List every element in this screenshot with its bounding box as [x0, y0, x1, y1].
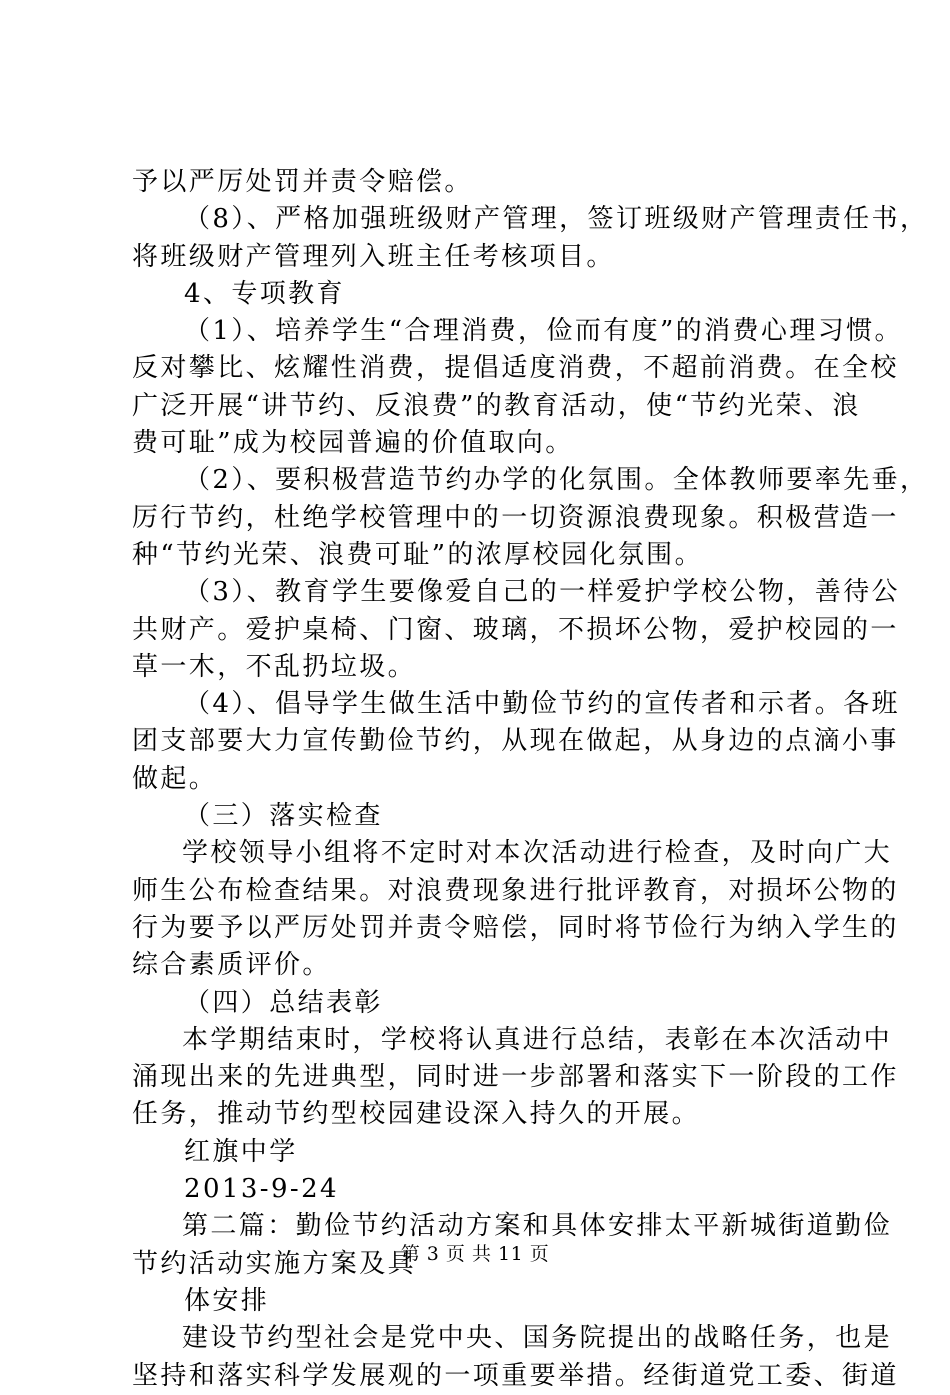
text-line: （8）、严格加强班级财产管理，签订班级财产管理责任书，: [184, 204, 929, 235]
text-line: 草一木，不乱扔垃圾。: [132, 651, 417, 682]
text-line: 共财产。爱护桌椅、门窗、玻璃，不损坏公物，爱护校园的一: [132, 614, 899, 645]
text-line: 建设节约型社会是党中央、国务院提出的战略任务，也是: [182, 1323, 893, 1354]
document-body: [132, 164, 929, 1395]
text-line: 予以严厉处罚并责令赔偿。: [132, 167, 473, 197]
section-heading: （三）落实检查: [184, 801, 383, 832]
text-line: 综合素质评价。: [132, 950, 331, 981]
text-line: （4）、倡导学生做生活中勤俭节约的宣传者和示者。各班: [184, 689, 900, 720]
chapter-title-continued: 体安排: [184, 1285, 270, 1316]
text-line: 行为要予以严厉处罚并责令赔偿，同时将节俭行为纳入学生的: [132, 912, 899, 943]
text-line: 学校领导小组将不定时对本次活动进行检查，及时向广大: [182, 838, 893, 869]
page-number-footer: 第 3 页 共 11 页: [400, 1243, 550, 1265]
text-line: 厉行节约，杜绝学校管理中的一切资源浪费现象。积极营造一: [132, 502, 899, 533]
text-line: 师生公布检查结果。对浪费现象进行批评教育，对损坏公物的: [132, 875, 899, 906]
chapter-title: 第二篇：勤俭节约活动方案和具体安排太平新城街道勤俭: [182, 1211, 893, 1242]
section-heading: 4、专项教育: [184, 278, 345, 309]
text-line: （3）、教育学生要像爱自己的一样爱护学校公物，善待公: [184, 577, 900, 608]
text-line: 涌现出来的先进典型，同时进一步部署和落实下一阶段的工作: [132, 1062, 899, 1093]
text-line: 种“节约光荣、浪费可耻”的浓厚校园化氛围。: [132, 539, 703, 570]
text-line: 任务，推动节约型校园建设深入持久的开展。: [132, 1099, 701, 1130]
text-line: 将班级财产管理列入班主任考核项目。: [132, 241, 615, 272]
section-heading: （四）总结表彰: [184, 987, 383, 1018]
text-line: 反对攀比、炫耀性消费，提倡适度消费，不超前消费。在全校: [132, 353, 899, 384]
text-line: 做起。: [132, 763, 218, 794]
chapter-title-continued: 节约活动实施方案及具: [132, 1248, 417, 1279]
text-line: （1）、培养学生“合理消费，俭而有度”的消费心理习惯。: [184, 316, 903, 347]
text-line: 费可耻”成为校园普遍的价值取向。: [132, 428, 574, 459]
text-line: 广泛开展“讲节约、反浪费”的教育活动，使“节约光荣、浪: [132, 390, 861, 421]
text-line: 本学期结束时，学校将认真进行总结，表彰在本次活动中: [182, 1024, 893, 1055]
text-line: （2）、要积极营造节约办学的化氛围。全体教师要率先垂，: [184, 465, 929, 496]
signature-school: 红旗中学: [184, 1136, 298, 1167]
text-line: 团支部要大力宣传勤俭节约，从现在做起，从身边的点滴小事: [132, 726, 899, 757]
signature-date: 2013-9-24: [184, 1174, 339, 1205]
text-line: 坚持和落实科学发展观的一项重要举措。经街道党工委、街道: [132, 1360, 899, 1391]
